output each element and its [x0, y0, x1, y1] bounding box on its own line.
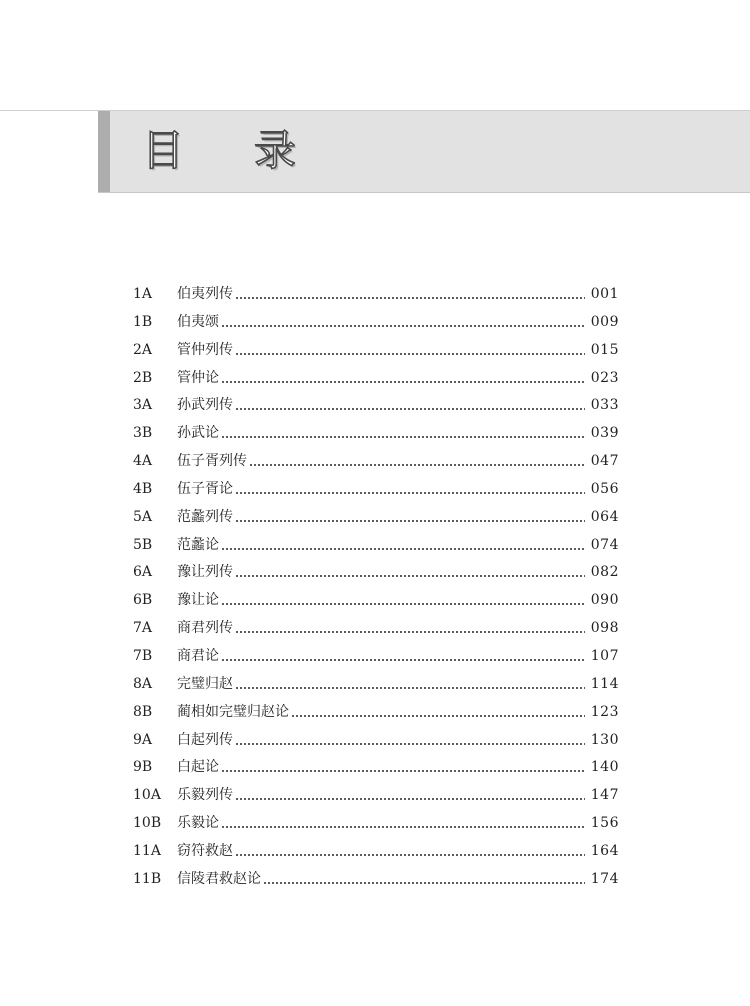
- toc-entry-page-number: 064: [590, 508, 619, 525]
- toc-dot-leader: [249, 448, 585, 476]
- toc-dot-leader: [235, 392, 585, 420]
- toc-entry[interactable]: [133, 866, 619, 894]
- toc-entry-number: 3A: [133, 397, 153, 414]
- toc-entry-title: 白起列传: [177, 731, 233, 748]
- toc-entry-page-number: 023: [590, 369, 619, 386]
- toc-entry-number: 1B: [133, 313, 153, 330]
- toc-entry-title: 信陵君救赵论: [177, 870, 261, 887]
- toc-dot-leader: [235, 671, 585, 699]
- toc-entry-title: 商君论: [177, 647, 219, 664]
- toc-entry-title: 范蠡列传: [177, 508, 233, 525]
- toc-entry-page-number: 009: [590, 313, 619, 330]
- toc-entry[interactable]: [133, 392, 619, 420]
- toc-entry[interactable]: [133, 309, 619, 337]
- toc-entry-page-number: 015: [590, 341, 619, 358]
- toc-entry[interactable]: [133, 671, 619, 699]
- toc-entry-title: 乐毅论: [177, 815, 219, 832]
- toc-dot-leader: [235, 559, 585, 587]
- toc-entry-page-number: 174: [590, 870, 619, 887]
- toc-entry-page-number: 033: [590, 397, 619, 414]
- toc-entry[interactable]: [133, 699, 619, 727]
- toc-entry[interactable]: [133, 476, 619, 504]
- toc-entry-title: 伯夷列传: [177, 286, 233, 302]
- toc-entry-title: 商君列传: [177, 620, 233, 637]
- toc-entry-number: 7A: [133, 620, 153, 637]
- toc-entry-page-number: 130: [590, 731, 619, 748]
- toc-entry[interactable]: [133, 281, 619, 309]
- toc-dot-leader: [221, 309, 585, 337]
- toc-entry[interactable]: [133, 782, 619, 810]
- toc-entry-number: 2B: [133, 369, 153, 386]
- toc-entry[interactable]: [133, 532, 619, 560]
- toc-dot-leader: [263, 866, 585, 894]
- toc-entry[interactable]: [133, 727, 619, 755]
- toc-entry-title: 伯夷颂: [177, 313, 219, 330]
- toc-entry-title: 范蠡论: [177, 536, 219, 553]
- toc-entry-title: 豫让论: [177, 592, 219, 609]
- toc-dot-leader: [221, 587, 585, 615]
- toc-entry-title: 乐毅列传: [177, 787, 233, 804]
- toc-entry-number: 10B: [133, 815, 162, 832]
- toc-entry-title: 完璧归赵: [177, 675, 233, 692]
- toc-entry[interactable]: [133, 838, 619, 866]
- toc-entry-page-number: 039: [590, 425, 619, 442]
- toc-dot-leader: [221, 532, 585, 560]
- toc-entry-page-number: 082: [590, 564, 619, 581]
- toc-dot-leader: [235, 727, 585, 755]
- toc-entry-page-number: 156: [590, 815, 619, 832]
- toc-dot-leader: [221, 365, 585, 393]
- toc-entry[interactable]: [133, 365, 619, 393]
- toc-entry-number: 11A: [133, 842, 161, 859]
- toc-entry-number: 4B: [133, 480, 153, 497]
- toc-dot-leader: [221, 810, 585, 838]
- toc-entry-number: 5B: [133, 536, 153, 553]
- toc-dot-leader: [235, 782, 585, 810]
- toc-entry-page-number: 090: [590, 592, 619, 609]
- toc-entry-page-number: 147: [590, 787, 619, 804]
- toc-entry[interactable]: [133, 810, 619, 838]
- toc-entry-number: 11B: [133, 870, 162, 887]
- toc-entry-title: 窃符救赵: [177, 842, 233, 859]
- toc-dot-leader: [221, 420, 585, 448]
- toc-entry[interactable]: [133, 754, 619, 782]
- toc-entry-title: 管仲列传: [177, 341, 233, 358]
- toc-entry-title: 孙武列传: [177, 397, 233, 414]
- toc-entry[interactable]: [133, 559, 619, 587]
- toc-entry[interactable]: [133, 337, 619, 365]
- toc-dot-leader: [221, 754, 585, 782]
- toc-entry-number: 9A: [133, 731, 153, 748]
- toc-dot-leader: [291, 699, 585, 727]
- toc-entry-number: 7B: [133, 647, 153, 664]
- toc-entry[interactable]: [133, 615, 619, 643]
- toc-entry-page-number: 001: [590, 286, 619, 302]
- toc-entry-number: 10A: [133, 787, 161, 804]
- toc-entry-number: 8B: [133, 703, 153, 720]
- toc-entry-page-number: 107: [590, 647, 619, 664]
- toc-dot-leader: [235, 281, 585, 309]
- toc-entry-page-number: 123: [590, 703, 619, 720]
- toc-dot-leader: [235, 504, 585, 532]
- toc-entry-title: 管仲论: [177, 369, 219, 386]
- toc-entry-number: 6B: [133, 592, 153, 609]
- toc-entry[interactable]: [133, 420, 619, 448]
- toc-entry-title: 伍子胥论: [177, 480, 233, 497]
- header-band: [98, 111, 750, 193]
- toc-entry[interactable]: [133, 643, 619, 671]
- toc-entry-page-number: 140: [590, 759, 619, 776]
- toc-entry-page-number: 114: [590, 675, 619, 692]
- toc-entry-number: 5A: [133, 508, 153, 525]
- toc-entry-title: 孙武论: [177, 425, 219, 442]
- toc-entry-number: 2A: [133, 341, 153, 358]
- toc-dot-leader: [235, 615, 585, 643]
- toc-dot-leader: [235, 838, 585, 866]
- toc-entry-title: 白起论: [177, 759, 219, 776]
- toc-entry-number: 4A: [133, 453, 153, 470]
- header-accent-bar: [98, 111, 110, 192]
- toc-entry[interactable]: [133, 587, 619, 615]
- toc-entry-title: 豫让列传: [177, 564, 233, 581]
- toc-entry-page-number: 074: [590, 536, 619, 553]
- toc-entry-title: 伍子胥列传: [177, 453, 247, 470]
- toc-entry-number: 6A: [133, 564, 153, 581]
- toc-dot-leader: [235, 476, 585, 504]
- toc-dot-leader: [235, 337, 585, 365]
- toc-entry-number: 8A: [133, 675, 153, 692]
- toc-entry[interactable]: [133, 448, 619, 476]
- toc-entry-page-number: 164: [590, 842, 619, 859]
- toc-entry-page-number: 056: [590, 480, 619, 497]
- table-of-contents: [133, 281, 619, 894]
- toc-entry-number: 1A: [133, 286, 153, 302]
- toc-dot-leader: [221, 643, 585, 671]
- page-title: 目录: [142, 126, 367, 175]
- toc-entry[interactable]: [133, 504, 619, 532]
- toc-entry-title: 蔺相如完璧归赵论: [177, 703, 289, 720]
- toc-entry-page-number: 047: [590, 453, 619, 470]
- toc-entry-page-number: 098: [590, 620, 619, 637]
- toc-entry-number: 9B: [133, 759, 153, 776]
- toc-entry-number: 3B: [133, 425, 153, 442]
